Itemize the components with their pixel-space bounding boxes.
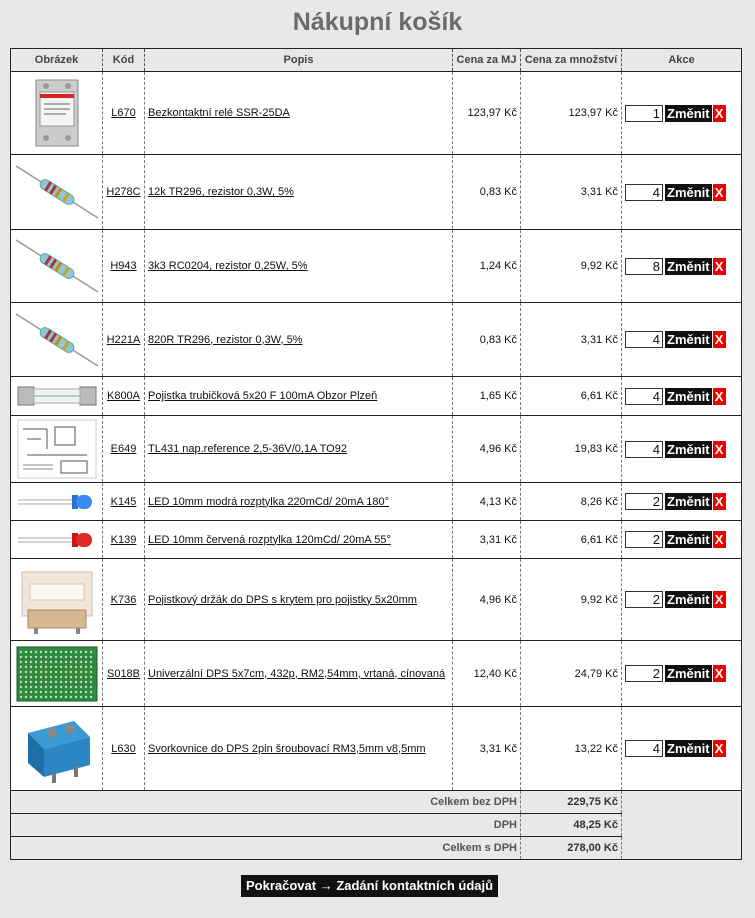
actions-cell	[622, 559, 742, 641]
unit-price: 0,83 Kč	[453, 303, 521, 377]
product-code-cell	[103, 155, 145, 230]
relay-image	[26, 78, 88, 148]
product-desc-cell	[145, 230, 453, 303]
cart-item-row	[11, 521, 742, 559]
quantity-input[interactable]: 8	[625, 258, 663, 275]
cart-table	[10, 48, 742, 860]
continue-button[interactable]: Pokračovat → Zadání kontaktních údajů	[241, 875, 498, 897]
product-desc-cell	[145, 483, 453, 521]
product-code-link[interactable]: S018B	[106, 667, 141, 680]
product-image[interactable]	[11, 641, 103, 707]
remove-item-button[interactable]: X	[713, 258, 726, 275]
unit-price: 123,97 Kč	[453, 72, 521, 155]
product-desc-link[interactable]: Bezkontaktní relé SSR-25DA	[148, 107, 290, 119]
quantity-input[interactable]: 4	[625, 740, 663, 757]
remove-item-button[interactable]: X	[713, 105, 726, 122]
fuse-holder-image	[18, 564, 96, 636]
col-image: Obrázek	[11, 49, 103, 72]
actions-cell	[622, 707, 742, 791]
cart-item-row	[11, 707, 742, 791]
actions-cell	[622, 377, 742, 416]
product-code-link[interactable]: K736	[110, 593, 137, 606]
summary-blank	[622, 791, 742, 860]
product-desc-link[interactable]: LED 10mm červená rozptylka 120mCd/ 20mA 55°	[148, 533, 391, 546]
product-image[interactable]	[11, 483, 103, 521]
vat-value: 48,25 Kč	[521, 814, 622, 837]
product-code-link[interactable]: K145	[110, 495, 137, 508]
total-price: 13,22 Kč	[521, 707, 622, 791]
page-title: Nákupní košík	[292, 8, 463, 36]
fuse-image	[16, 384, 98, 408]
product-code-cell	[103, 707, 145, 791]
product-desc-link[interactable]: 820R TR296, rezistor 0,3W, 5%	[148, 333, 303, 346]
actions-cell	[622, 72, 742, 155]
product-desc-cell	[145, 416, 453, 483]
resistor-image	[14, 310, 100, 370]
change-quantity-button[interactable]: Změnit	[667, 258, 710, 274]
total-price: 3,31 Kč	[521, 155, 622, 230]
total-price: 24,79 Kč	[521, 641, 622, 707]
product-desc-cell	[145, 641, 453, 707]
product-code-cell	[103, 303, 145, 377]
change-quantity-button[interactable]: Změnit	[667, 592, 710, 607]
remove-item-button[interactable]: X	[713, 591, 726, 608]
change-quantity-button[interactable]: Změnit	[667, 741, 710, 756]
total-price: 9,92 Kč	[521, 230, 622, 303]
product-desc-link[interactable]: LED 10mm modrá rozptylka 220mCd/ 20mA 180°	[148, 495, 390, 508]
terminal-block-image	[18, 713, 96, 785]
cart-item-row	[11, 72, 742, 155]
actions-cell	[622, 641, 742, 707]
product-desc-cell	[145, 377, 453, 416]
product-code-link[interactable]: E649	[110, 443, 137, 455]
total-label: Celkem s DPH	[11, 837, 521, 860]
actions-cell	[622, 155, 742, 230]
total-price: 6,61 Kč	[521, 377, 622, 416]
subtotal-label: Celkem bez DPH	[11, 791, 521, 814]
actions-cell	[622, 303, 742, 377]
product-code-cell	[103, 483, 145, 521]
cart-item-row	[11, 559, 742, 641]
product-desc-cell	[145, 521, 453, 559]
product-code-cell	[103, 72, 145, 155]
quantity-input[interactable]: 4	[625, 441, 663, 458]
product-desc-cell	[145, 155, 453, 230]
change-quantity-button[interactable]: Změnit	[667, 441, 710, 457]
cart-item-row	[11, 230, 742, 303]
total-price: 3,31 Kč	[521, 303, 622, 377]
product-code-link[interactable]: H221A	[106, 333, 141, 346]
unit-price: 12,40 Kč	[453, 641, 521, 707]
quantity-input[interactable]: 4	[625, 388, 663, 405]
unit-price: 3,31 Kč	[453, 521, 521, 559]
quantity-input[interactable]: 2	[625, 493, 663, 510]
product-image[interactable]	[11, 416, 103, 483]
product-code-cell	[103, 230, 145, 303]
actions-cell	[622, 521, 742, 559]
change-quantity-button[interactable]: Změnit	[667, 105, 710, 121]
total-price: 123,97 Kč	[521, 72, 622, 155]
product-desc-cell	[145, 707, 453, 791]
product-code-cell	[103, 641, 145, 707]
quantity-input[interactable]: 2	[625, 591, 663, 608]
unit-price: 0,83 Kč	[453, 155, 521, 230]
cart-item-row	[11, 155, 742, 230]
product-code-link[interactable]: K800A	[106, 390, 141, 402]
unit-price: 3,31 Kč	[453, 707, 521, 791]
unit-price: 4,96 Kč	[453, 416, 521, 483]
total-price: 6,61 Kč	[521, 521, 622, 559]
cart-header-row	[11, 49, 742, 72]
col-unit-price: Cena za MJ	[453, 49, 521, 72]
cart-item-row	[11, 483, 742, 521]
summary-subtotal-row	[11, 791, 742, 814]
product-image[interactable]	[11, 72, 103, 155]
product-image[interactable]	[11, 377, 103, 416]
quantity-input[interactable]: 1	[625, 105, 663, 122]
product-desc-link[interactable]: Univerzální DPS 5x7cm, 432p, RM2,54mm, vrtaná, cínovaná	[148, 667, 446, 680]
quantity-input[interactable]: 2	[625, 531, 663, 548]
product-desc-cell	[145, 72, 453, 155]
product-image[interactable]	[11, 521, 103, 559]
product-code-cell	[103, 377, 145, 416]
quantity-input[interactable]: 2	[625, 665, 663, 682]
resistor-image	[14, 162, 100, 222]
cart-item-row	[11, 303, 742, 377]
product-code-link[interactable]: H278C	[106, 186, 141, 198]
product-desc-link[interactable]: Pojistkový držák do DPS s krytem pro pojistky 5x20mm	[148, 593, 417, 606]
cart-item-row	[11, 641, 742, 707]
product-image[interactable]	[11, 155, 103, 230]
change-quantity-button[interactable]: Změnit	[667, 532, 710, 547]
actions-cell	[622, 230, 742, 303]
product-code-link[interactable]: H943	[110, 260, 137, 272]
pcb-image	[16, 646, 98, 702]
remove-item-button[interactable]: X	[713, 531, 726, 548]
product-desc-link[interactable]: 12k TR296, rezistor 0,3W, 5%	[148, 186, 294, 198]
resistor-image	[14, 236, 100, 296]
change-quantity-button[interactable]: Změnit	[667, 388, 710, 404]
quantity-input[interactable]: 4	[625, 184, 663, 201]
remove-item-button[interactable]: X	[713, 388, 726, 405]
total-price: 8,26 Kč	[521, 483, 622, 521]
product-code-cell	[103, 521, 145, 559]
remove-item-button[interactable]: X	[713, 740, 726, 757]
product-desc-cell	[145, 303, 453, 377]
quantity-input[interactable]: 4	[625, 331, 663, 348]
unit-price: 1,65 Kč	[453, 377, 521, 416]
product-image[interactable]	[11, 707, 103, 791]
product-desc-cell	[145, 559, 453, 641]
total-value: 278,00 Kč	[521, 837, 622, 860]
total-price: 9,92 Kč	[521, 559, 622, 641]
product-desc-link[interactable]: Pojistka trubičková 5x20 F 100mA Obzor Plzeň	[148, 390, 378, 402]
product-code-link[interactable]: L630	[111, 742, 136, 755]
col-code: Kód	[103, 49, 145, 72]
product-code-cell	[103, 416, 145, 483]
change-quantity-button[interactable]: Změnit	[667, 332, 710, 347]
product-desc-link[interactable]: TL431 nap.reference 2,5-36V/0,1A TO92	[148, 443, 347, 455]
product-desc-link[interactable]: 3k3 RC0204, rezistor 0,25W, 5%	[148, 260, 308, 272]
actions-cell	[622, 483, 742, 521]
led-red-image	[16, 530, 98, 550]
actions-cell	[622, 416, 742, 483]
product-code-link[interactable]: K139	[110, 533, 137, 546]
total-price: 19,83 Kč	[521, 416, 622, 483]
unit-price: 4,96 Kč	[453, 559, 521, 641]
change-quantity-button[interactable]: Změnit	[667, 494, 710, 509]
remove-item-button[interactable]: X	[713, 665, 726, 682]
led-blue-image	[16, 492, 98, 512]
col-total-price: Cena za množství	[521, 49, 622, 72]
cart-item-row	[11, 377, 742, 416]
product-image[interactable]	[11, 230, 103, 303]
change-quantity-button[interactable]: Změnit	[667, 666, 710, 681]
unit-price: 4,13 Kč	[453, 483, 521, 521]
remove-item-button[interactable]: X	[713, 184, 726, 201]
remove-item-button[interactable]: X	[713, 493, 726, 510]
cart-item-row	[11, 416, 742, 483]
remove-item-button[interactable]: X	[713, 441, 726, 458]
col-description: Popis	[145, 49, 453, 72]
col-actions: Akce	[622, 49, 742, 72]
subtotal-value: 229,75 Kč	[521, 791, 622, 814]
change-quantity-button[interactable]: Změnit	[667, 184, 710, 200]
product-code-link[interactable]: L670	[111, 107, 136, 119]
product-image[interactable]	[11, 559, 103, 641]
vat-label: DPH	[11, 814, 521, 837]
remove-item-button[interactable]: X	[713, 331, 726, 348]
product-desc-link[interactable]: Svorkovnice do DPS 2pin šroubovací RM3,5mm v8,5mm	[148, 742, 426, 755]
datasheet-image	[17, 419, 97, 479]
product-code-cell	[103, 559, 145, 641]
unit-price: 1,24 Kč	[453, 230, 521, 303]
product-image[interactable]	[11, 303, 103, 377]
